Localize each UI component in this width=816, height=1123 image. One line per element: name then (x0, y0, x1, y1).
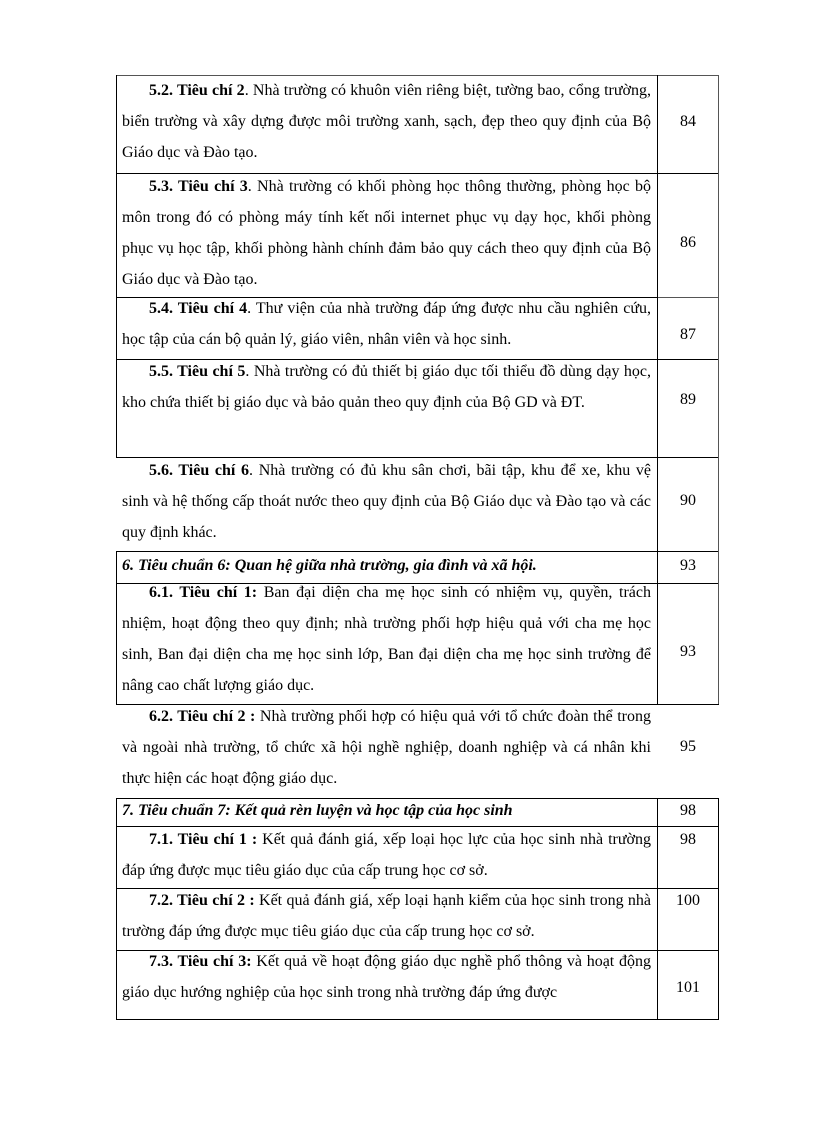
table-of-contents (116, 75, 719, 1014)
page-number: 86 (680, 234, 696, 251)
page-number: 87 (680, 326, 696, 343)
toc-entry-text: 7.1. Tiêu chí 1 : Kết quả đánh giá, xếp loại học lực của học sinh nhà trường đáp ứng được mục tiêu giáo dục của cấp trung học cơ sở. (122, 831, 652, 879)
rule-line (657, 297, 719, 298)
toc-row-7-2 (116, 888, 719, 950)
toc-entry-text: 5.2. Tiêu chí 2. Nhà trường có khuôn viên riêng biệt, tường bao, cổng trường, biển trường và xây dựng được môi trường xanh, sạch, đẹp theo quy định của Bộ Giáo dục và Đào tạo. (122, 82, 652, 161)
rule-line (116, 359, 719, 360)
toc-entry-text: 7.3. Tiêu chí 3: Kết quả về hoạt động giáo dục nghề phổ thông và hoạt động giáo dục hướng nghiệp của học sinh trong nhà trường đáp ứng được (122, 953, 651, 1001)
page-number: 93 (680, 557, 696, 574)
rule-line (116, 583, 719, 584)
rule-line (116, 798, 719, 799)
criterion-number: 5.4. Tiêu chí 4 (149, 300, 248, 317)
criterion-number: 5.5. Tiêu chí 5 (149, 363, 246, 380)
rule-line (718, 75, 719, 704)
toc-entry-text: 5.3. Tiêu chí 3. Nhà trường có khối phòng học thông thường, phòng học bộ môn trong đó có phòng máy tính kết nối internet phục vụ dạy học, khối phòng phục vụ học tập, khối phòng hành chính đảm bảo quy cách theo quy định của Bộ Giáo dục và Đào tạo. (122, 178, 652, 288)
toc-row-7-3 (116, 950, 719, 1014)
rule-line (116, 888, 719, 889)
page-number: 90 (680, 492, 696, 509)
toc-entry-text: 5.6. Tiêu chí 6. Nhà trường có đủ khu sân chơi, bãi tập, khu để xe, khu vệ sinh và hệ thống cấp thoát nước theo quy định của Bộ Giáo dục và Đào tạo và các quy định khác. (122, 462, 652, 541)
criterion-number: 7.2. Tiêu chí 2 : (149, 892, 255, 909)
criterion-number: 5.6. Tiêu chí 6 (149, 462, 250, 479)
rule-line (116, 551, 719, 552)
rule-line (116, 950, 719, 951)
criterion-number: 5.3. Tiêu chí 3 (149, 178, 248, 195)
criterion-number: 7.1. Tiêu chí 1 : (149, 831, 258, 848)
toc-entry-text: 6.1. Tiêu chí 1: Ban đại diện cha mẹ học sinh có nhiệm vụ, quyền, trách nhiệm, hoạt động theo quy định; nhà trường phối hợp hiệu quả với cha mẹ học sinh, Ban đại diện cha mẹ học sinh lớp, Ban đại diện cha mẹ học sinh trường để nâng cao chất lượng giáo dục. (122, 584, 652, 694)
rule-line (657, 798, 658, 1019)
toc-entry-text: 5.4. Tiêu chí 4. Thư viện của nhà trường đáp ứng được nhu cầu nghiên cứu, học tập của cán bộ quản lý, giáo viên, nhân viên và học sinh. (122, 300, 652, 348)
toc-entry-text: 5.5. Tiêu chí 5. Nhà trường có đủ thiết bị giáo dục tối thiểu đồ dùng dạy học, kho chứa thiết bị giáo dục và bảo quản theo quy định của Bộ GD và ĐT. (122, 363, 652, 411)
rule-line (718, 798, 719, 1019)
toc-entry-text: 7.2. Tiêu chí 2 : Kết quả đánh giá, xếp loại hạnh kiểm của học sinh trong nhà trường đáp ứng được mục tiêu giáo dục của cấp trung học cơ sở. (122, 892, 652, 940)
page-number: 100 (676, 892, 700, 909)
toc-row-6-2 (116, 704, 719, 798)
page-number: 84 (680, 113, 696, 130)
toc-row-6-1 (116, 583, 719, 704)
rule-line (116, 457, 719, 458)
rule-line (657, 75, 658, 704)
rule-line (116, 75, 117, 173)
rule-line (116, 297, 657, 298)
page-number: 93 (680, 643, 696, 660)
criterion-number: 6.2. Tiêu chí 2 : (149, 708, 256, 725)
toc-row-5-4 (116, 297, 719, 359)
rule-line (116, 551, 117, 704)
toc-row-5-5 (116, 359, 719, 457)
rule-line (116, 359, 117, 457)
toc-entry-text: 6.2. Tiêu chí 2 : Nhà trường phối hợp có hiệu quả với tổ chức đoàn thể trong và ngoài nhà trường, tổ chức xã hội nghề nghiệp, doanh nghiệp và cá nhân khi thực hiện các hoạt động giáo dục. (122, 708, 651, 787)
toc-row-7-1 (116, 826, 719, 888)
page-number: 89 (680, 391, 696, 408)
rule-line (116, 173, 117, 359)
page-number: 95 (680, 738, 696, 755)
rule-line (116, 826, 719, 827)
rule-line (116, 173, 719, 174)
criterion-number: 6.1. Tiêu chí 1: (149, 584, 258, 601)
criterion-number: 5.2. Tiêu chí 2 (149, 82, 245, 99)
rule-line (116, 798, 117, 1019)
toc-row-5-3 (116, 173, 719, 297)
rule-line (116, 1019, 719, 1020)
page-number: 101 (676, 979, 700, 996)
toc-row-5-2 (116, 75, 719, 173)
page-number: 98 (680, 802, 696, 819)
page-number: 98 (680, 831, 696, 848)
criterion-number: 7.3. Tiêu chí 3: (149, 953, 252, 970)
standard-heading: 6. Tiêu chuẩn 6: Quan hệ giữa nhà trường, gia đình và xã hội. (122, 557, 537, 574)
standard-heading: 7. Tiêu chuẩn 7: Kết quả rèn luyện và học tập của học sinh (122, 802, 513, 819)
rule-line (116, 75, 719, 76)
toc-row-standard-7 (116, 798, 719, 826)
rule-line (116, 704, 719, 705)
toc-row-5-6 (116, 457, 719, 551)
